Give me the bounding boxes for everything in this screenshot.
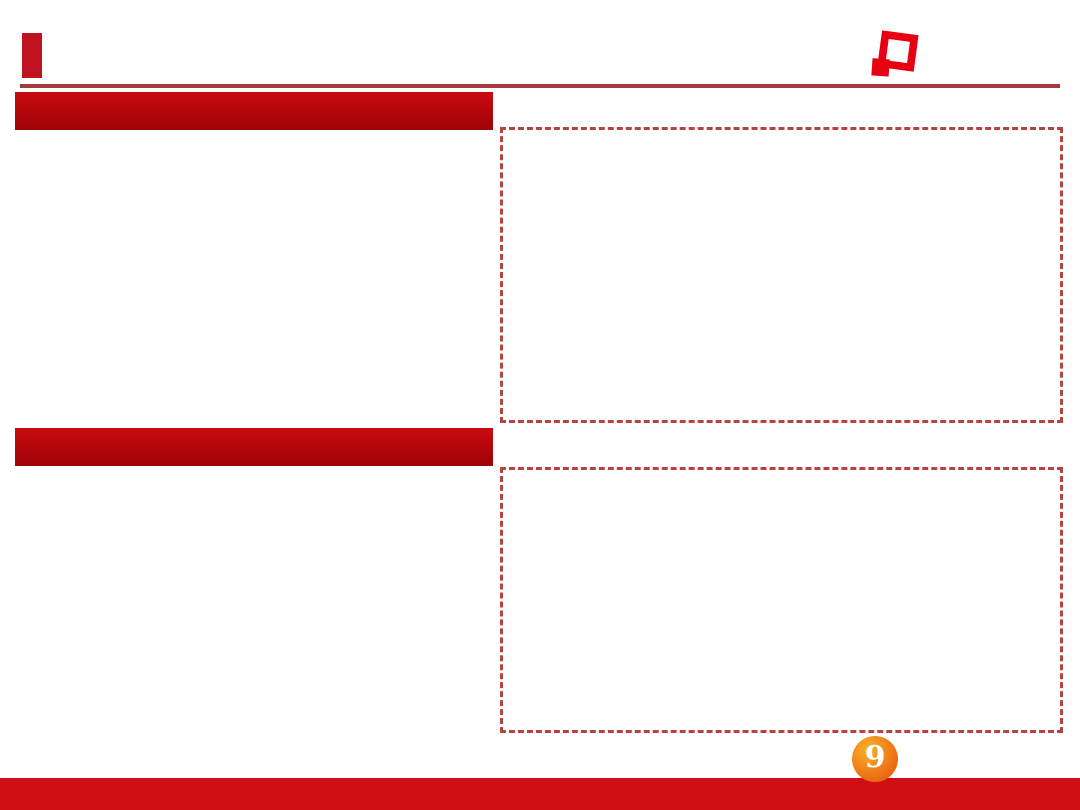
net-profit-chart bbox=[15, 470, 493, 772]
founder-securities-logo bbox=[870, 24, 929, 85]
footer-bar bbox=[0, 778, 1080, 810]
founder-logo-icon bbox=[870, 24, 920, 85]
revenue-growth-chart bbox=[15, 132, 493, 420]
profit-commentary-box bbox=[500, 467, 1063, 733]
revenue-commentary-box bbox=[500, 127, 1063, 423]
chart1-title-banner bbox=[15, 92, 493, 130]
section-marker bbox=[22, 33, 42, 78]
cngold-logo-icon: 9 bbox=[852, 736, 898, 782]
chart2-title-banner bbox=[15, 428, 493, 466]
